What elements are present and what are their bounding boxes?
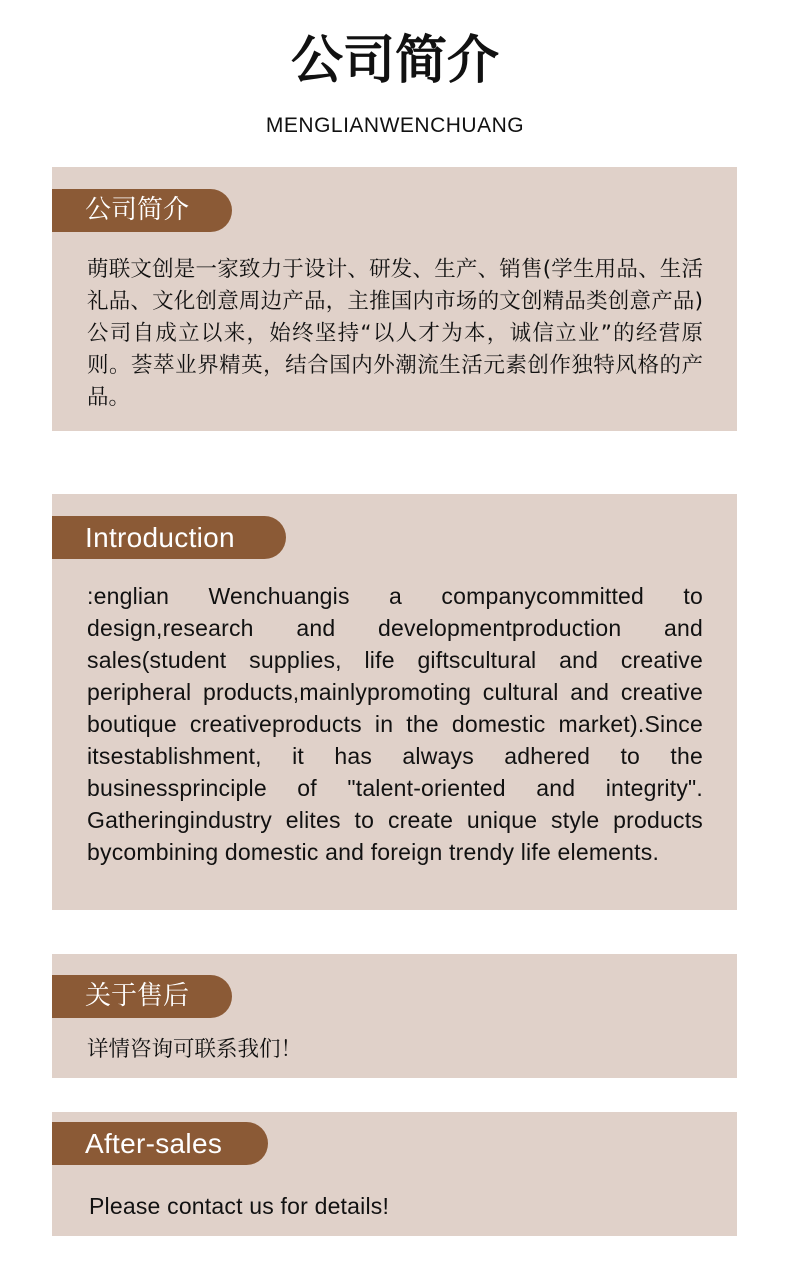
page-subtitle: MENGLIANWENCHUANG <box>265 114 525 137</box>
company-profile-card <box>52 167 737 431</box>
after-sales-en-tab: After-sales <box>52 1122 268 1165</box>
introduction-tab: Introduction <box>52 516 286 559</box>
after-sales-en-card <box>52 1112 737 1236</box>
after-sales-cn-text: 详情咨询可联系我们！ <box>87 1037 303 1062</box>
introduction-card <box>52 494 737 910</box>
after-sales-cn-tab: 关于售后 <box>52 975 232 1018</box>
after-sales-en-text: Please contact us for details! <box>89 1193 390 1219</box>
company-profile-text: 萌联文创是一家致力于设计、研发、生产、销售(学生用品、生活礼品、文化创意周边产品，主推国内市场的文创精品类创意产品)公司自成立以来，始终坚持“以人才为本，诚信立业”的经营原则。荟萃业界精英，结合国内外潮流生活元素创作独特风格的产品。 <box>87 257 703 410</box>
after-sales-cn-card <box>52 954 737 1078</box>
page-title: 公司简介 <box>290 31 499 91</box>
introduction-text: :englian Wenchuangis a companycommitted to design,research and developmentproduction and sales(student supplies, life giftscultural and creative peripheral products,mainlypromoting cultural and creative boutique creativeproducts in the domestic market).Since itsestablishment, it has always adhered to the businessprinciple of "talent-oriented and integrity". Gatheringindustry elites to create unique style products bycombining domestic and foreign trendy life elements. <box>87 583 703 865</box>
company-profile-tab: 公司简介 <box>52 189 232 232</box>
